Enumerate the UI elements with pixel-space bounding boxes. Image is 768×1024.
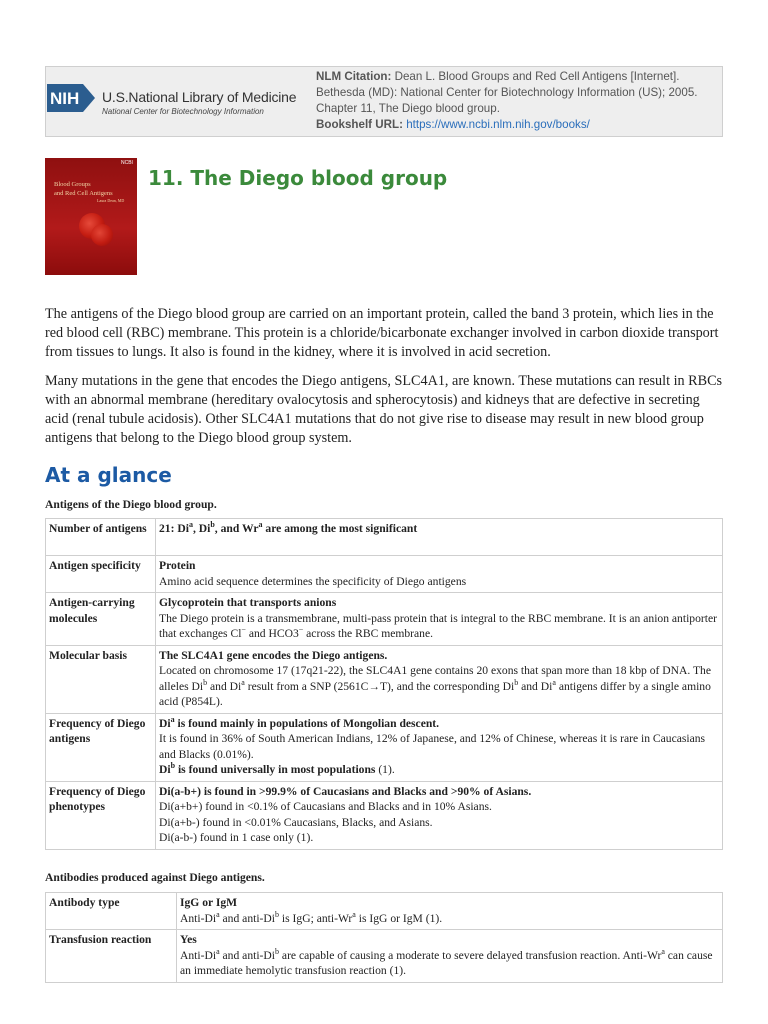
row-text: Anti-Di$^a$ and anti-Di$^b$ is IgG; anti-Wr$^a$ is IgG or IgM (1). [180,909,443,925]
row-heading: Di$^a$ is found mainly in populations of Mongolian descent. [159,714,440,730]
row-text: It is found in 36% of South American Indians, 12% of Japanese, and 12% of Chinese, whereas it is rare in Caucasians and Blacks (0.01%). [159,732,706,761]
cover-title-line2: and Red Cell Antigens [54,190,113,197]
row-text: Anti-Di$^a$ and anti-Di$^b$ are capable of causing a moderate to severe delayed transfusion reaction. Anti-Wr$^a$ can cause an immediate hemolytic transfusion reaction (1). [180,946,713,977]
library-name[interactable]: U.S.National Library of Medicine [102,89,297,105]
row-label: Frequency of Diego phenotypes [46,781,156,849]
citation-label: NLM Citation: [316,70,392,83]
table2-caption: Antibodies produced against Diego antigens. [45,871,265,884]
row-value [156,556,723,593]
reference-link[interactable]: (1). [375,763,395,776]
citation-banner [45,66,723,137]
book-cover[interactable] [45,158,137,275]
row-label: Frequency of Diego antigens [46,713,156,781]
section-heading: At a glance [45,463,172,487]
table-row [46,519,723,556]
table-row [46,593,723,646]
row-text: The Diego protein is a transmembrane, multi-pass protein that is integral to the RBC membrane. It is an anion antiporter that exchanges Cl− and HCO3− across the RBC membrane. [159,611,717,640]
row-label: Molecular basis [46,645,156,713]
row-label: Antigen-carrying molecules [46,593,156,646]
row-value [177,893,723,930]
citation [316,69,721,133]
row-heading: The SLC4A1 gene encodes the Diego antigens. [159,648,388,662]
antigen-count: 21: Di$^a$, Di$^b$, and Wr$^a$ are among the most significant [159,520,418,535]
row-heading: IgG or IgM [180,896,238,909]
row-label: Number of antigens [46,519,156,556]
citation-text: Dean L. Blood Groups and Red Cell Antigens [Internet]. Bethesda (MD): National Center for Biotechnology Information (US); 2005. Chapter 11, The Diego blood group. [316,70,698,115]
antigens-table [45,518,723,850]
bookshelf-link[interactable]: https://www.ncbi.nlm.nih.gov/books/ [406,118,590,131]
table-row [46,893,723,930]
table-row [46,930,723,983]
table-row [46,781,723,849]
cover-badge: NCBI [121,160,133,166]
table-row [46,713,723,781]
row-heading: Glycoprotein that transports anions [159,596,337,609]
nih-logo-text: NIH [50,89,80,108]
bookshelf-label: Bookshelf URL: [316,118,403,131]
row-heading: Yes [180,933,197,946]
row-heading: Di(a-b+) is found in >99.9% of Caucasians and Blacks and >90% of Asians. [159,784,532,798]
row-text: Amino acid sequence determines the specificity of Diego antigens [159,574,467,588]
table-row [46,556,723,593]
row-text: Di(a-b-) found in 1 case only (1). [159,831,314,844]
row-label: Antigen specificity [46,556,156,593]
table-row [46,645,723,713]
row-text: Di(a+b-) found in <0.01% Caucasians, Blacks, and Asians. [159,815,433,829]
row-label: Transfusion reaction [46,930,177,983]
antibodies-table [45,892,723,983]
row-value [156,593,723,646]
table1-caption: Antigens of the Diego blood group. [45,498,217,511]
row-value [156,519,723,556]
cover-title [54,180,113,198]
chapter-title: 11. The Diego blood group [148,166,448,190]
nih-logo-icon [47,82,97,114]
row-text: Di(a+b+) found in <0.1% of Caucasians and Blacks and in 10% Asians. [159,800,492,813]
red-cell-image [91,224,113,246]
row-text: Located on chromosome 17 (17q21-22), the SLC4A1 gene contains 20 exons that span more than 18 kbp of DNA. The alleles Di$^b$ and Di$^a$ result from a SNP (2561C→T), and the corresponding Di$^b$ and Di$^a$ antigens differ by a single amino acid (P854L). [159,664,711,708]
row-label: Antibody type [46,893,177,930]
row-value [156,645,723,713]
row-text: Di$^b$ is found universally in most populations (1). [159,761,395,776]
cover-author: Laura Dean, MD [97,198,125,203]
intro-paragraph-1: The antigens of the Diego blood group are carried on an important protein, called the band 3 protein, which lies in the red blood cell (RBC) membrane. This protein is a chloride/bicarbonate exchanger involved in carbon dioxide transport from tissues to lungs. It also is found in the kidney, where it is involved in acid secretion. [45,306,719,360]
row-value [156,781,723,849]
intro-paragraph-2: Many mutations in the gene that encodes the Diego antigens, SLC4A1, are known. These mutations can result in RBCs with an abnormal membrane (hereditary ovalocytosis and spherocytosis) and kidneys that are defective in secreting acid (renal tubule acidosis). Other SLC4A1 mutations that do not give rise to disease may result in new blood group antigens that belong to the Diego blood group system. [45,373,723,446]
row-value [156,713,723,781]
cover-title-line1: Blood Groups [54,181,91,188]
ncbi-name: National Center for Biotechnology Information [102,107,264,116]
row-value [177,930,723,983]
row-heading: Protein [159,559,196,572]
